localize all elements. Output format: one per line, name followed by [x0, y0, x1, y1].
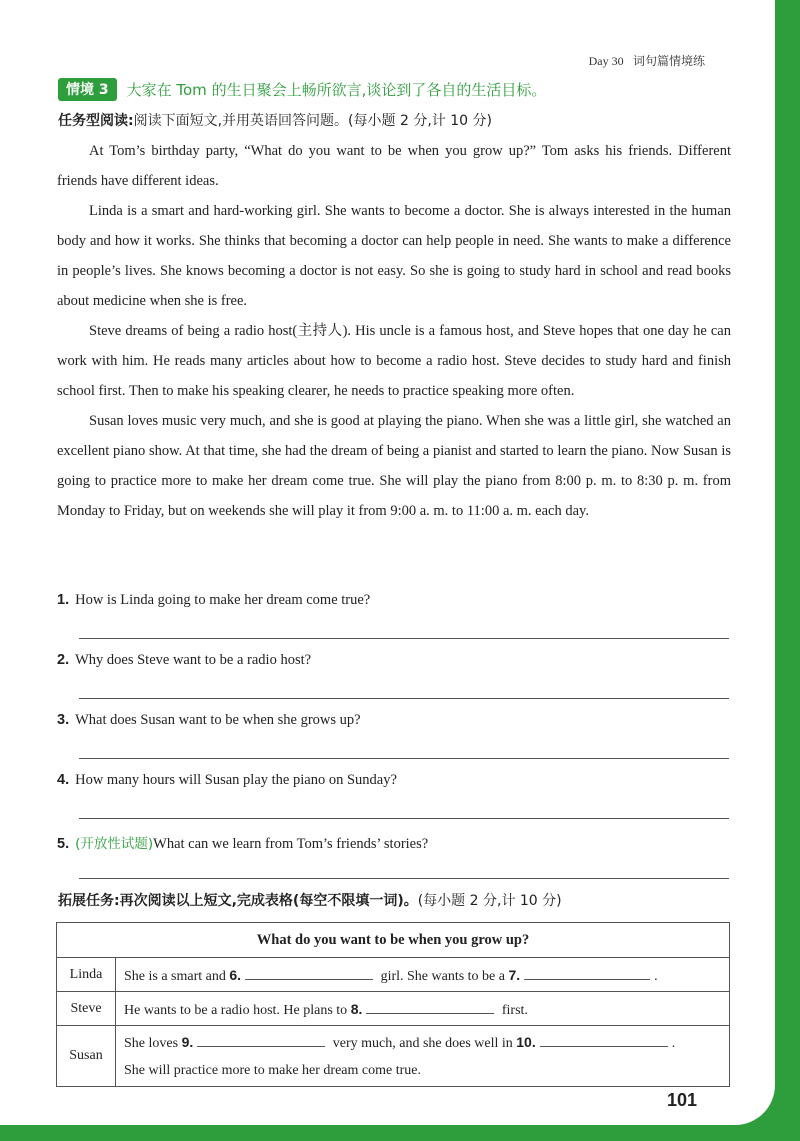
passage-paragraph: Linda is a smart and hard-working girl. She wants to become a doctor. She is always interested in the human body and how it works. She thinks that becoming a doctor can help people in need. She wants to make a difference in people’s lives. She knows becoming a doctor is not easy. So she is going to study hard in school and read books about medicine when she is free. [57, 203, 731, 309]
answer-line[interactable] [79, 698, 729, 699]
blank-6[interactable] [245, 965, 373, 980]
blank-number: 6. [229, 966, 242, 983]
task-label: 任务型阅读: [58, 113, 134, 129]
row-text: very much, and she does well in [332, 1036, 513, 1051]
answer-line[interactable] [79, 758, 729, 759]
blank-number: 7. [508, 966, 521, 983]
passage-paragraph: Susan loves music very much, and she is good at playing the piano. When she was a little girl, she watched an excellent piano show. At that time, she had the dream of being a pianist and started to learn the piano. Now Susan is going to practice more to make her dream come true. She will play the piano from 8:00 p. m. to 8:30 p. m. from Monday to Friday, but on weekends she will play it from 9:00 a. m. to 11:00 a. m. each day. [57, 413, 731, 519]
question-text: How many hours will Susan play the piano on Sunday? [75, 772, 397, 788]
task-instruction [58, 110, 492, 130]
row-text: She loves [124, 1036, 179, 1051]
corner-notch [775, 0, 800, 40]
row-content [116, 1026, 730, 1087]
answer-line[interactable] [79, 878, 729, 879]
question-number: 1. [57, 592, 70, 608]
table-row [57, 958, 730, 992]
passage-paragraph: At Tom’s birthday party, “What do you want to be when you grow up?” Tom asks his friends. Different friends have different ideas. [57, 143, 731, 189]
extend-score: (每小题 2 分,计 10 分) [417, 893, 562, 909]
row-text: . [654, 968, 658, 984]
table-row [57, 1026, 730, 1087]
row-text: She will practice more to make her dream come true. [124, 1063, 421, 1078]
open-question-tag: (开放性试题) [75, 836, 154, 852]
blank-10[interactable] [540, 1032, 668, 1047]
blank-9[interactable] [197, 1032, 325, 1047]
blank-number: 10. [516, 1034, 536, 1050]
row-content [116, 958, 730, 992]
question-2 [57, 652, 729, 669]
row-name: Susan [57, 1026, 116, 1087]
extend-label: 拓展任务:再次阅读以上短文,完成表格(每空不限填一词)。 [58, 893, 418, 909]
question-3 [57, 712, 729, 729]
row-text: . [671, 1036, 676, 1051]
question-number: 3. [57, 712, 70, 728]
reading-passage [57, 136, 731, 526]
page-header [589, 52, 705, 69]
table-row [57, 992, 730, 1026]
page-number: 101 [666, 1090, 697, 1110]
row-name: Linda [57, 958, 116, 992]
question-text: Why does Steve want to be a radio host? [75, 652, 312, 668]
row-text: He wants to be a radio host. He plans to [124, 1002, 348, 1018]
blank-number: 9. [181, 1034, 194, 1050]
question-number: 4. [57, 772, 70, 788]
question-1 [57, 592, 729, 609]
row-name: Steve [57, 992, 116, 1026]
question-number: 5. [57, 836, 70, 852]
day-label: Day 30 [588, 54, 624, 68]
row-content [116, 992, 730, 1026]
question-number: 2. [57, 652, 70, 668]
row-text: girl. She wants to be a [380, 968, 505, 984]
question-5 [57, 832, 729, 853]
task-text: 阅读下面短文,并用英语回答问题。(每小题 2 分,计 10 分) [133, 113, 492, 129]
question-text: What can we learn from Tom’s friends’ stories? [153, 836, 429, 852]
section-label: 词句篇情境练 [632, 54, 705, 68]
scene-row [58, 78, 546, 101]
summary-table [56, 922, 730, 1087]
question-text: What does Susan want to be when she grows up? [75, 712, 361, 728]
row-text: first. [501, 1002, 528, 1018]
question-text: How is Linda going to make her dream come true? [75, 592, 371, 608]
blank-number: 8. [350, 1000, 363, 1017]
passage-paragraph: Steve dreams of being a radio host(主持人). His uncle is a famous host, and Steve hopes that one day he can work with him. He reads many articles about how to become a radio host. Steve decides to study hard and finish school first. Then to make his speaking clearer, he needs to practice speaking more often. [57, 323, 731, 399]
answer-line[interactable] [79, 818, 729, 819]
question-4 [57, 772, 729, 789]
table-title: What do you want to be when you grow up? [57, 923, 730, 958]
scene-text: 大家在 Tom 的生日聚会上畅所欲言,谈论到了各自的生活目标。 [126, 81, 547, 99]
blank-8[interactable] [366, 999, 494, 1014]
blank-7[interactable] [524, 965, 650, 980]
scene-badge: 情境 3 [58, 78, 117, 101]
extend-task-instruction [58, 890, 562, 910]
answer-line[interactable] [79, 638, 729, 639]
row-text: She is a smart and [124, 968, 226, 984]
